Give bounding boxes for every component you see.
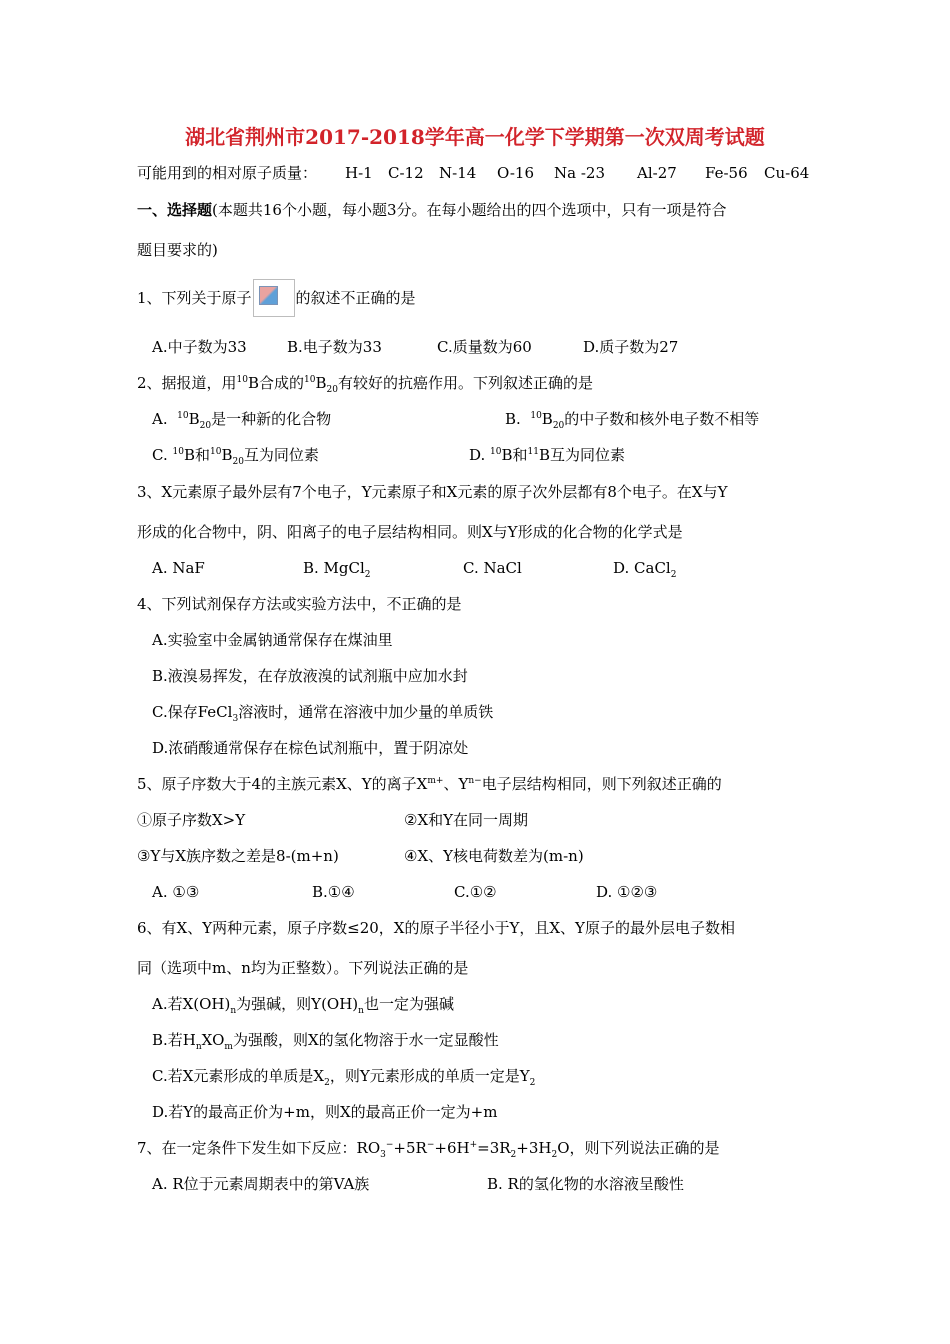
question-5-stem: 5、原子序数大于4的主族元素X、Y的离子$X^{m+}$、$Y^{n-}$电子层结构相同，则下列叙述正确的 (137, 775, 722, 793)
q7-option-b: B. R的氢化物的水溶液呈酸性 (487, 1175, 684, 1193)
atomic-mass-cu: Cu-64 (764, 164, 810, 182)
section-heading-line (137, 200, 727, 220)
q4-option-b: B.液溴易挥发，在存放液溴的试剂瓶中应加水封 (152, 667, 468, 685)
q4-option-a: A.实验室中金属钠通常保存在煤油里 (152, 631, 393, 649)
q1-option-a: A.中子数为33 (152, 338, 247, 356)
q5-statement-1: ①原子序数X>Y (137, 811, 246, 829)
q5-statement-2: ②X和Y在同一周期 (404, 811, 529, 829)
q5-statement-3: ③Y与X族序数之差是8-(m+n) (137, 847, 339, 865)
question-1-stem: 1、下列关于原子 的叙述不正确的是 (137, 279, 416, 317)
atomic-mass-c: C-12 (388, 164, 424, 182)
question-4-stem: 4、下列试剂保存方法或实验方法中，不正确的是 (137, 595, 462, 613)
q5-statement-4: ④X、Y核电荷数差为(m-n) (404, 847, 584, 865)
q5-option-b: B.①④ (312, 883, 355, 901)
missing-image-icon (253, 279, 295, 317)
question-7-stem: 7、在一定条件下发生如下反应：$RO_3^-+5R^-+6H^+=3R_2+3H_2O$，则下列说法正确的是 (137, 1139, 720, 1160)
q1-option-b: B.电子数为33 (287, 338, 382, 356)
atomic-mass-na: Na -23 (554, 164, 605, 182)
q2-option-c: C. $^{10}$B和$^{10}B_{20}$互为同位素 (152, 446, 319, 467)
q6-option-c: C.若X元素形成的单质是$X_2$，则Y元素形成的单质一定是$Y_2$ (152, 1067, 536, 1088)
q2-option-a: A. $^{10}B_{20}$是一种新的化合物 (152, 410, 332, 431)
question-6-stem-cont: 同（选项中m、n均为正整数）。下列说法正确的是 (137, 959, 469, 977)
page-title: 湖北省荆州市2017-2018学年高一化学下学期第一次双周考试题 (185, 125, 765, 149)
question-3-stem: 3、X元素原子最外层有7个电子，Y元素原子和X元素的原子次外层都有8个电子。在X与Y (137, 483, 728, 501)
q6-option-b: B.若$H_nXO_m$为强酸，则X的氢化物溶于水一定显酸性 (152, 1031, 499, 1052)
question-6-stem: 6、有X、Y两种元素，原子序数≤20，X的原子半径小于Y，且X、Y原子的最外层电子数相 (137, 919, 735, 937)
question-2-stem: 2、据报道，用$^{10}$B合成的$^{10}B_{20}$有较好的抗癌作用。下列叙述正确的是 (137, 374, 593, 395)
q4-option-d: D.浓硝酸通常保存在棕色试剂瓶中，置于阴凉处 (152, 739, 469, 757)
section-description-cont: 题目要求的) (137, 241, 218, 259)
q5-option-a: A. ①③ (152, 883, 200, 901)
q7-option-a: A. R位于元素周期表中的第VA族 (152, 1175, 370, 1193)
section-description: (本题共16个小题，每小题3分。在每小题给出的四个选项中，只有一项是符合 (212, 201, 727, 219)
q1-option-c: C.质量数为60 (437, 338, 532, 356)
atomic-mass-al: Al-27 (637, 164, 677, 182)
atomic-mass-fe: Fe-56 (705, 164, 748, 182)
q6-option-a: A.若$X(OH)_n$为强碱，则$Y(OH)_n$也一定为强碱 (152, 995, 454, 1016)
q5-option-c: C.①② (454, 883, 497, 901)
atomic-mass-n: N-14 (439, 164, 477, 182)
q3-option-a: A. NaF (152, 559, 205, 577)
atomic-mass-o: O-16 (497, 164, 535, 182)
question-3-stem-cont: 形成的化合物中，阴、阳离子的电子层结构相同。则X与Y形成的化合物的化学式是 (137, 523, 683, 541)
atomic-mass-label: 可能用到的相对原子质量： (137, 164, 318, 182)
q3-option-d: D. CaCl$_2$ (613, 559, 677, 580)
atomic-mass-h: H-1 (345, 164, 373, 182)
q4-option-c: C.保存FeCl$_3$溶液时，通常在溶液中加少量的单质铁 (152, 703, 494, 724)
q2-option-b: B. $^{10}B_{20}$的中子数和核外电子数不相等 (505, 410, 760, 431)
q6-option-d: D.若Y的最高正价为+m，则X的最高正价一定为+m (152, 1103, 498, 1121)
q5-option-d: D. ①②③ (596, 883, 658, 901)
q1-option-d: D.质子数为27 (583, 338, 679, 356)
q3-option-b: B. MgCl$_2$ (303, 559, 371, 580)
q3-option-c: C. NaCl (463, 559, 522, 577)
q2-option-d: D. $^{10}$B和$^{11}$B互为同位素 (469, 446, 626, 464)
section-heading: 一、选择题 (137, 201, 213, 219)
